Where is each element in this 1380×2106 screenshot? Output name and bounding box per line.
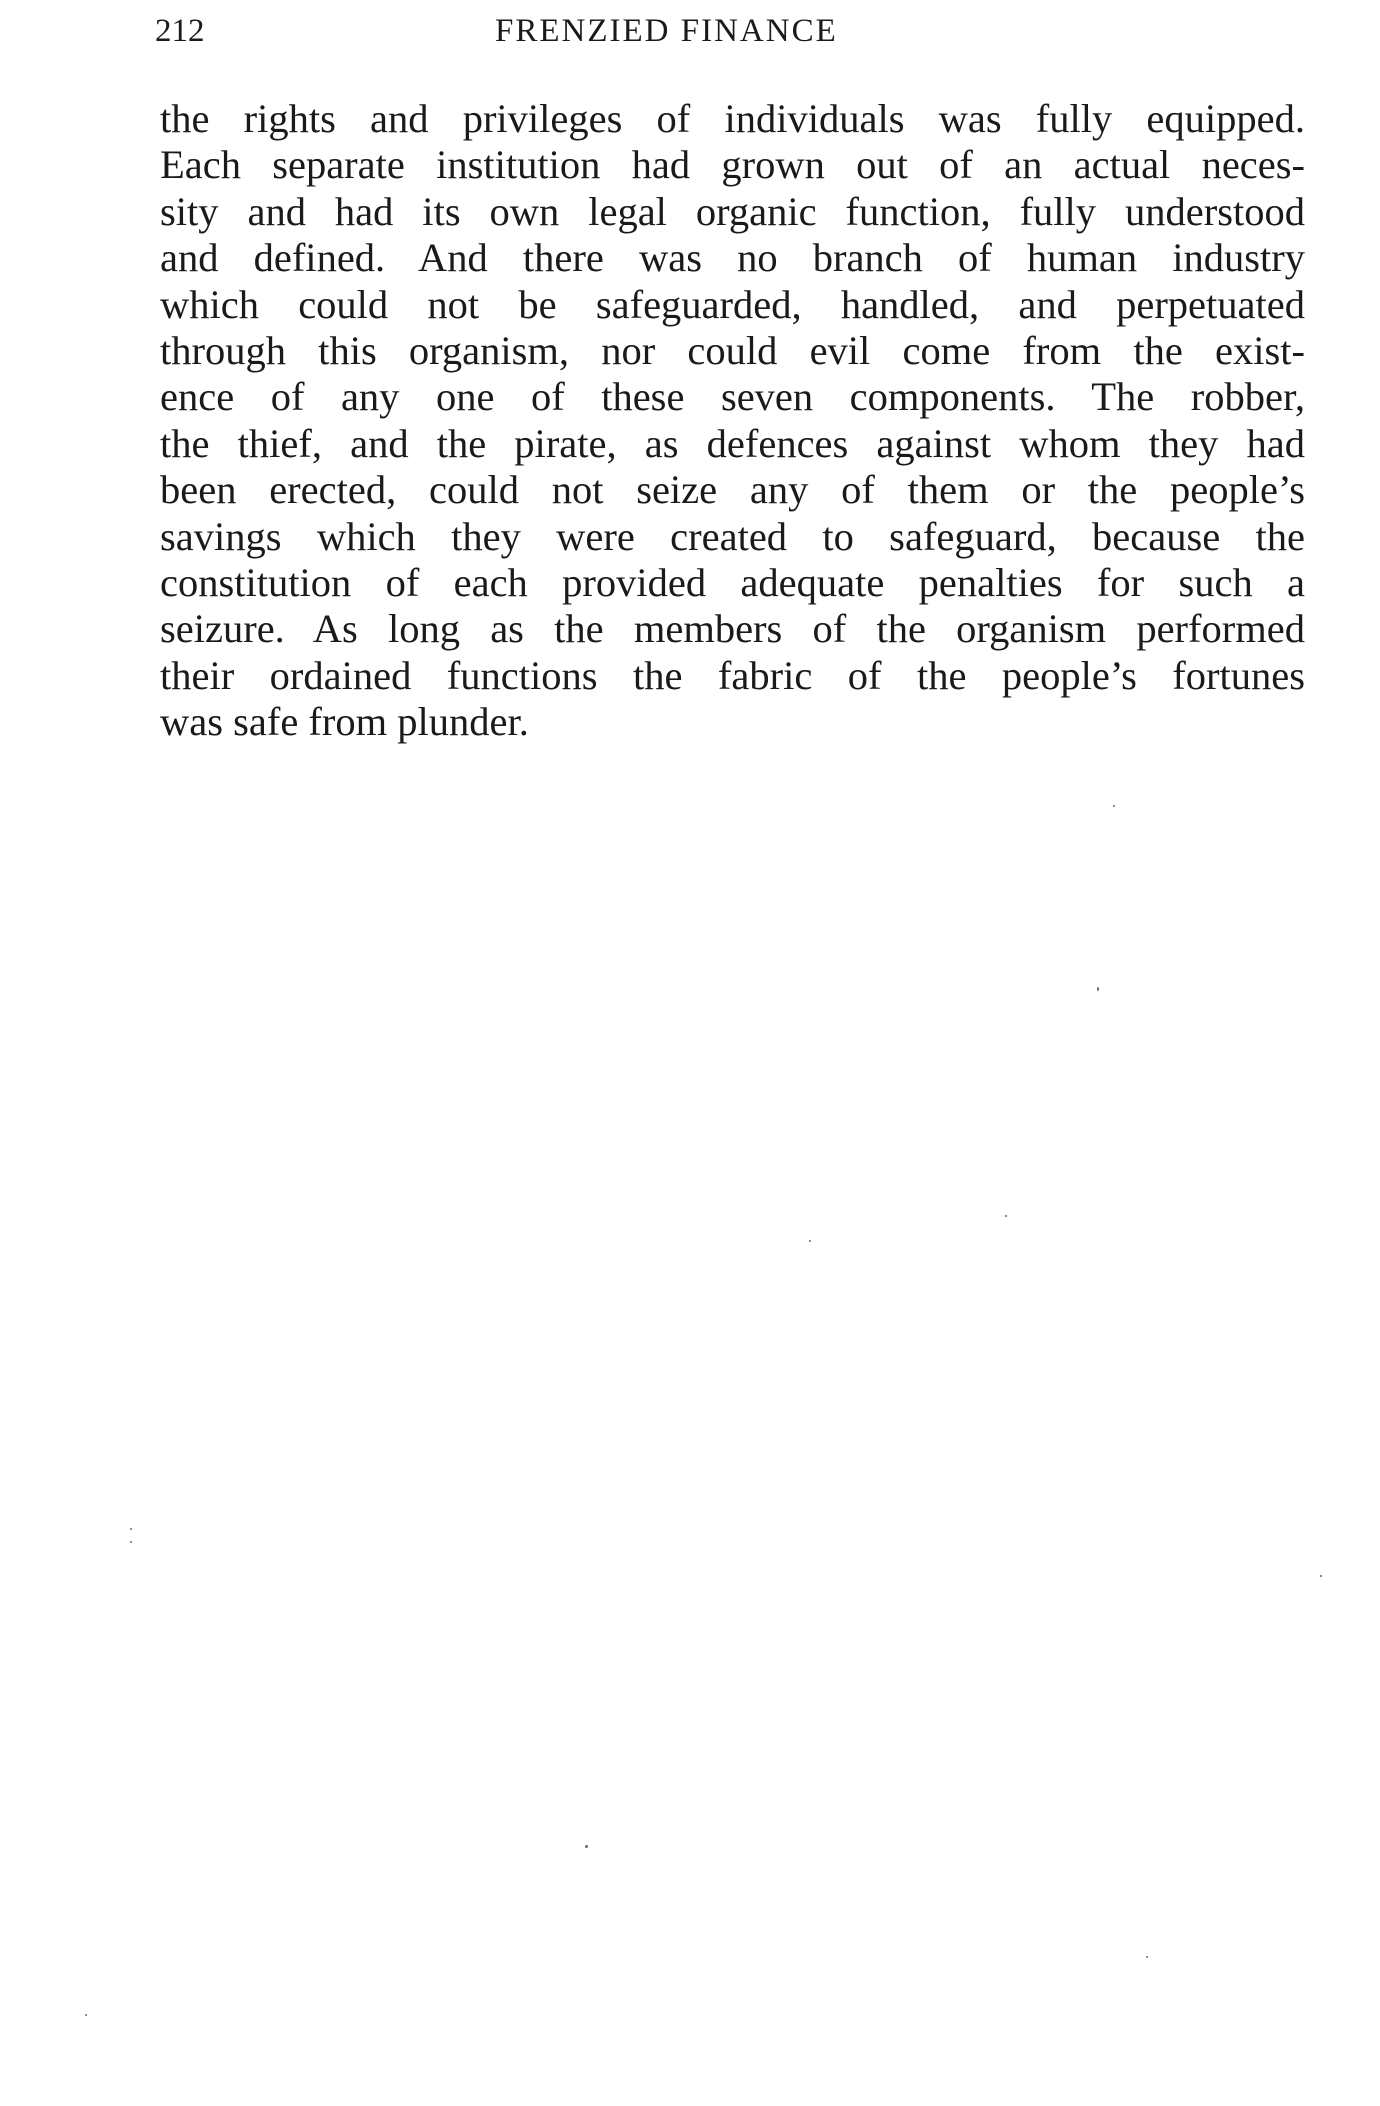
running-title: FRENZIED FINANCE [495, 13, 838, 49]
text-line: Each separate institution had grown out of an actual neces- [160, 142, 1305, 188]
scan-speck [1320, 1575, 1322, 1577]
scan-speck [1005, 1215, 1007, 1217]
text-line: the rights and privileges of individuals was fully equipped. [160, 96, 1305, 141]
text-line: been erected, could not seize any of them or the people’s [160, 467, 1305, 513]
page-number: 212 [155, 13, 205, 49]
text-line: sity and had its own legal organic function, fully understood [160, 188, 1305, 234]
text-line: ence of any one of these seven components. The robber, [160, 374, 1305, 420]
scan-speck [809, 1240, 811, 1242]
text-line: seizure. As long as the members of the organism performed [160, 606, 1305, 652]
scan-speck [130, 1541, 132, 1543]
scan-speck [585, 1845, 588, 1848]
text-line: and defined. And there was no branch of human industry [160, 235, 1305, 281]
scan-speck [1146, 1956, 1148, 1958]
text-line: their ordained functions the fabric of the people’s fortunes [160, 652, 1305, 698]
scan-speck [130, 1528, 132, 1530]
running-head [155, 6, 1305, 56]
text-line: through this organism, nor could evil come from the exist- [160, 328, 1305, 374]
text-line: constitution of each provided adequate penalties for such a [160, 560, 1305, 606]
text-line: savings which they were created to safeguard, because the [160, 513, 1305, 559]
scan-speck [1113, 805, 1115, 807]
text-line: which could not be safeguarded, handled, and perpetuated [160, 281, 1305, 327]
text-line: the thief, and the pirate, as defences against whom they had [160, 420, 1305, 466]
text-line: was safe from plunder. [160, 699, 529, 745]
body-paragraph [160, 96, 1305, 746]
scan-speck [1097, 987, 1099, 991]
scan-speck [85, 2014, 87, 2016]
